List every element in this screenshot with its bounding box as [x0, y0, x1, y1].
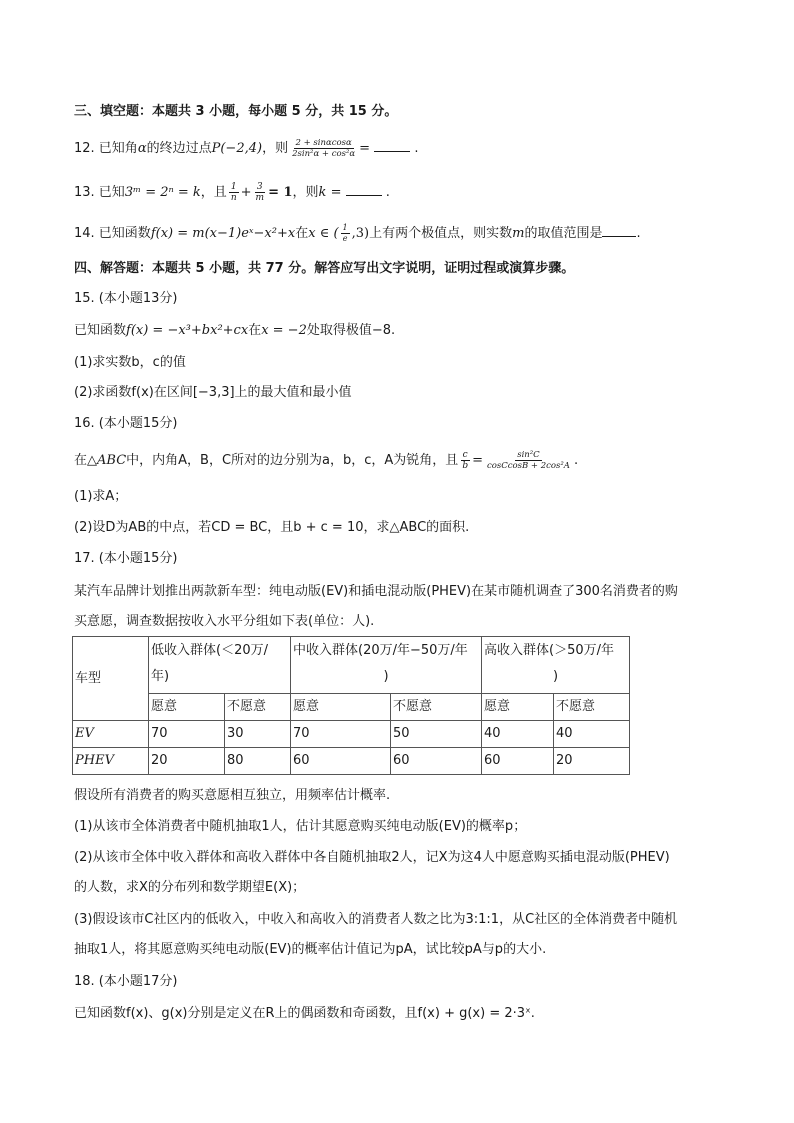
- q17-part3-line1: (3)假设该市C社区内的低收入，中收入和高收入的消费者人数之比为3:1:1，从C社区的全体消费者中随机: [74, 912, 678, 927]
- table-cell: 60: [391, 748, 482, 775]
- q14-rest2: 的取值范围是: [524, 226, 603, 241]
- q12-mid: 的终边过点: [146, 141, 212, 156]
- q17-part3-line2: 抽取1人，将其愿意购买纯电动版(EV)的概率估计值记为pA，试比较pA与p的大小.: [74, 942, 547, 957]
- q18-title: 18. (本小题17分): [74, 974, 178, 989]
- question-12: [74, 138, 418, 159]
- table-header-model: 车型: [73, 637, 149, 721]
- table-cell: 80: [225, 748, 291, 775]
- q14-in: 在: [295, 226, 309, 241]
- table-group-high: [482, 637, 630, 694]
- q13-rhs: = 1: [268, 185, 293, 200]
- q13-eq: 3ᵐ = 2ⁿ = k: [124, 185, 201, 200]
- q13-frac2: [254, 182, 267, 203]
- survey-table: [72, 636, 630, 775]
- q12-alpha: α: [137, 141, 147, 156]
- question-14: [74, 223, 641, 244]
- section4-heading: 四、解答题：本题共 5 小题，共 77 分。解答应写出文字说明，证明过程或演算步骤。: [74, 261, 575, 276]
- q15-stem-func: f(x) = −x³+bx²+cx: [126, 323, 249, 338]
- q15-stem-end: 处取得极值−8.: [306, 323, 396, 338]
- table-cell: 50: [391, 721, 482, 748]
- table-row: [73, 748, 630, 775]
- q14-frac-num: 1: [342, 223, 348, 232]
- q16-end: .: [573, 453, 579, 468]
- q12-answer-blank: [374, 139, 410, 152]
- q16-triangle: △ABC: [87, 453, 127, 468]
- sub-willing-mid: 愿意: [291, 694, 391, 721]
- q14-func: f(x) = m(x−1)eˣ−x²+x: [150, 226, 296, 241]
- q13-frac2-num: 3: [256, 182, 263, 192]
- q16-frac2: [485, 450, 572, 471]
- q13-plus: +: [240, 185, 252, 200]
- q15-stem-pre: 已知函数: [74, 323, 127, 338]
- q16-frac1: [460, 450, 470, 471]
- table-subheader-row: [73, 694, 630, 721]
- sub-unwilling-low: 不愿意: [225, 694, 291, 721]
- q13-frac1: [229, 182, 239, 203]
- q15-stem-x: x = −2: [261, 323, 307, 338]
- q17-part2-line1: (2)从该市全体中收入群体和高收入群体中各自随机抽取2人，记X为这4人中愿意购买插电混动版(PHEV): [74, 850, 670, 865]
- q17-title: 17. (本小题15分): [74, 551, 178, 566]
- q14-interval-end: ,3): [351, 226, 370, 241]
- sub-willing-low: 愿意: [149, 694, 225, 721]
- table-cell: 40: [482, 721, 554, 748]
- q14-frac-den: e: [342, 234, 348, 243]
- q15-title: 15. (本小题13分): [74, 291, 178, 306]
- q16-eq: =: [472, 453, 483, 468]
- q16-stem-pre: 在: [74, 453, 88, 468]
- q14-m: m: [512, 226, 525, 241]
- table-cell: 40: [554, 721, 630, 748]
- q13-pre: 13. 已知: [74, 185, 125, 200]
- q12-eq: =: [359, 141, 371, 156]
- q14-end: .: [636, 226, 641, 241]
- section3-heading: 三、填空题：本题共 3 小题，每小题 5 分，共 15 分。: [74, 104, 398, 119]
- row-model-phev: PHEV: [73, 748, 149, 775]
- table-cell: 60: [291, 748, 391, 775]
- sub-unwilling-mid: 不愿意: [391, 694, 482, 721]
- q17-stem-line2: 买意愿，调查数据按收入水平分组如下表(单位：人).: [74, 614, 375, 629]
- q12-fraction: [290, 138, 357, 159]
- q15-stem-mid: 在: [248, 323, 262, 338]
- q17-stem-line1: 某汽车品牌计划推出两款新车型：纯电动版(EV)和插电混动版(PHEV)在某市随机调查了300名消费者的购: [74, 584, 678, 599]
- q16-frac2-den: cosCcosB + 2cos²A: [486, 461, 570, 471]
- q18-stem: 已知函数f(x)、g(x)分别是定义在R上的偶函数和奇函数，且f(x) + g(x) = 2·3ˣ.: [74, 1006, 535, 1021]
- q12-numerator: 2 + sinαcosα: [295, 138, 352, 148]
- q16-part2: (2)设D为AB的中点，若CD = BC，且b + c = 10，求△ABC的面积.: [74, 520, 470, 535]
- q15-stem: [74, 321, 395, 341]
- q12-pre: 12. 已知角: [74, 141, 138, 156]
- q14-pre: 14. 已知函数: [74, 226, 151, 241]
- q16-frac1-num: c: [462, 450, 468, 460]
- q15-part1: (1)求实数b，c的值: [74, 355, 186, 370]
- q17-part1: (1)从该市全体消费者中随机抽取1人，估计其愿意购买纯电动版(EV)的概率p；: [74, 819, 527, 834]
- table-cell: 70: [149, 721, 225, 748]
- q16-stem-mid: 中，内角A，B，C所对的边分别为a，b，c，A为锐角，且: [126, 453, 459, 468]
- group-mid-line2: ): [383, 669, 389, 684]
- q12-point: P(−2,4): [211, 141, 263, 156]
- q16-title: 16. (本小题15分): [74, 416, 178, 431]
- q13-and: ，且: [200, 185, 227, 200]
- q13-frac1-den: n: [230, 193, 237, 203]
- row-model-ev: EV: [73, 721, 149, 748]
- table-group-low: [149, 637, 291, 694]
- table-group-mid: [291, 637, 482, 694]
- table-cell: 30: [225, 721, 291, 748]
- q16-frac2-num: sin²C: [517, 450, 540, 460]
- q16-part1: (1)求A；: [74, 489, 128, 504]
- q13-then: ，则: [292, 185, 319, 200]
- table-cell: 20: [149, 748, 225, 775]
- q14-answer-blank: [602, 224, 636, 237]
- table-cell: 60: [482, 748, 554, 775]
- q17-assumption: 假设所有消费者的购买意愿相互独立，用频率估计概率.: [74, 788, 391, 803]
- q16-stem: [74, 450, 578, 471]
- group-mid-line1: 中收入群体(20万/年−50万/年: [293, 643, 468, 658]
- q12-denominator: 2sin²α + cos²α: [292, 149, 356, 159]
- group-low-line2: 年): [151, 669, 170, 684]
- q17-part2-line2: 的人数，求X的分布列和数学期望E(X)；: [74, 880, 306, 895]
- q15-part2: (2)求函数f(x)在区间[−3,3]上的最大值和最小值: [74, 385, 352, 400]
- table-header-row: [73, 637, 630, 694]
- table-cell: 20: [554, 748, 630, 775]
- q14-rest: 上有两个极值点，则实数: [369, 226, 513, 241]
- q13-frac1-num: 1: [230, 182, 237, 192]
- q13-answer-blank: [346, 183, 382, 196]
- q13-k: k: [318, 185, 327, 200]
- table-row: [73, 721, 630, 748]
- q16-frac1-den: b: [462, 461, 469, 471]
- table-cell: 70: [291, 721, 391, 748]
- sub-willing-high: 愿意: [482, 694, 554, 721]
- q14-frac: [341, 223, 350, 244]
- q12-then: ，则: [262, 141, 289, 156]
- sub-unwilling-high: 不愿意: [554, 694, 630, 721]
- q12-end: .: [414, 141, 419, 156]
- q13-end: .: [385, 185, 390, 200]
- group-low-line1: 低收入群体(＜20万/: [151, 643, 268, 658]
- group-high-line1: 高收入群体(＞50万/年: [484, 643, 614, 658]
- question-13: [74, 182, 390, 203]
- q13-eq2: =: [330, 185, 342, 200]
- q14-x-in: x ∈ (: [308, 226, 339, 241]
- q13-frac2-den: m: [255, 193, 265, 203]
- group-high-line2: ): [552, 669, 559, 684]
